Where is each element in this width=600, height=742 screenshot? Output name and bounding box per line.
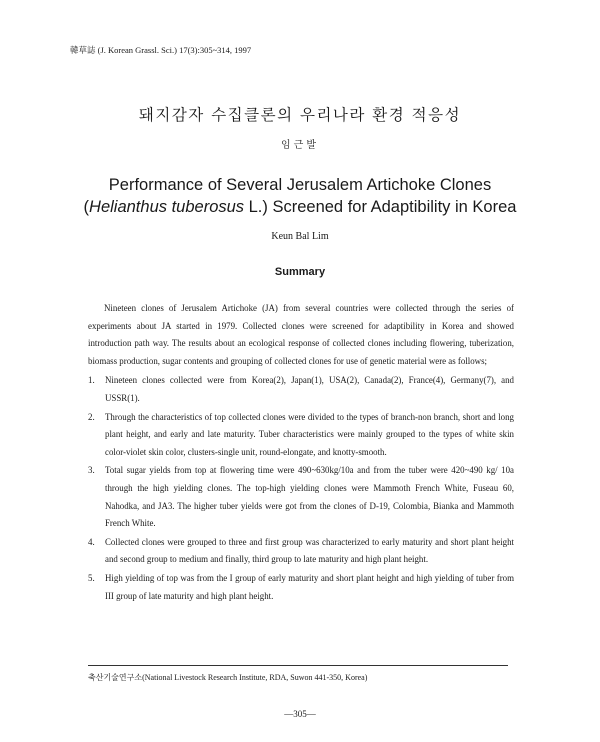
korean-title: 돼지감자 수집클론의 우리나라 환경 적응성 (138, 106, 462, 124)
summary-heading: Summary (274, 266, 326, 278)
title-line-2-rest: L.) Screened for Adaptibility in Korea (244, 198, 517, 216)
korean-author: 임근발 (281, 140, 319, 151)
list-item-text: Through the characteristics of top collected clones were divided to the types of branch-non branch, short and long plant height, and early and late maturity. Tuber characteristics were mainly grouped to the types of white skin color-violet skin color, clusters-single unit, round-elongate, and knotty-smooth. (105, 411, 514, 457)
species-name: Helianthus tuberosus (89, 198, 245, 216)
list-item (88, 462, 514, 532)
list-item-text: High yielding of top was from the I group of early maturity and short plant height and high yielding of tuber from III group of late maturity and high plant height. (105, 572, 514, 601)
list-item-number: 4. (88, 536, 95, 547)
english-title-line-2 (0, 196, 600, 218)
affiliation-footnote: 축산기술연구소(National Livestock Research Institute, RDA, Suwon 441-350, Korea) (88, 673, 368, 682)
summary-list (88, 372, 514, 605)
list-item (88, 372, 514, 407)
list-item (88, 534, 514, 569)
english-title (0, 174, 600, 218)
list-item-text: Nineteen clones collected were from Korea(2), Japan(1), USA(2), Canada(2), France(4), Germany(7), and USSR(1). (105, 375, 514, 403)
list-item-text: Total sugar yields from top at flowering time were 490~630kg/10a and from the tuber were 420~490 kg/ 10a through the high yielding clones. The top-high yielding clones were Mammoth French White, Fuseau 60, Nahodka, and JA3. The higher tuber yields were got from the clones of D-19, Colombia, Bianka and Mammoth French White. (105, 465, 514, 529)
list-item (88, 409, 514, 462)
title-open-paren: ( (83, 198, 90, 216)
english-title-line-1: Performance of Several Jerusalem Artichoke Clones (108, 176, 492, 194)
summary-intro: Nineteen clones of Jerusalem Artichoke (JA) from several countries were collected through the series of experiments about JA started in 1979. Collected clones were screened for adaptibility in Korea and showed introduction path way. The results about an ecological response of collected clones including flowering, tuberization, biomass production, sugar contents and grouping of collected clones for use of genetic material were as follows; (88, 303, 514, 366)
journal-citation: 韓草誌 (J. Korean Grassl. Sci.) 17(3):305~314, 1997 (70, 45, 252, 55)
summary-body (88, 300, 514, 606)
page-number: —305— (284, 709, 316, 719)
list-item (88, 570, 514, 605)
english-author: Keun Bal Lim (271, 231, 329, 242)
footnote-divider (88, 665, 508, 666)
list-item-number: 2. (88, 411, 95, 422)
list-item-number: 1. (88, 375, 95, 386)
list-item-number: 3. (88, 465, 95, 476)
list-item-text: Collected clones were grouped to three and first group was characterized to early maturity and short plant height and second group to medium and finally, third group to late maturity and high plant height. (105, 536, 514, 565)
list-item-number: 5. (88, 572, 95, 583)
